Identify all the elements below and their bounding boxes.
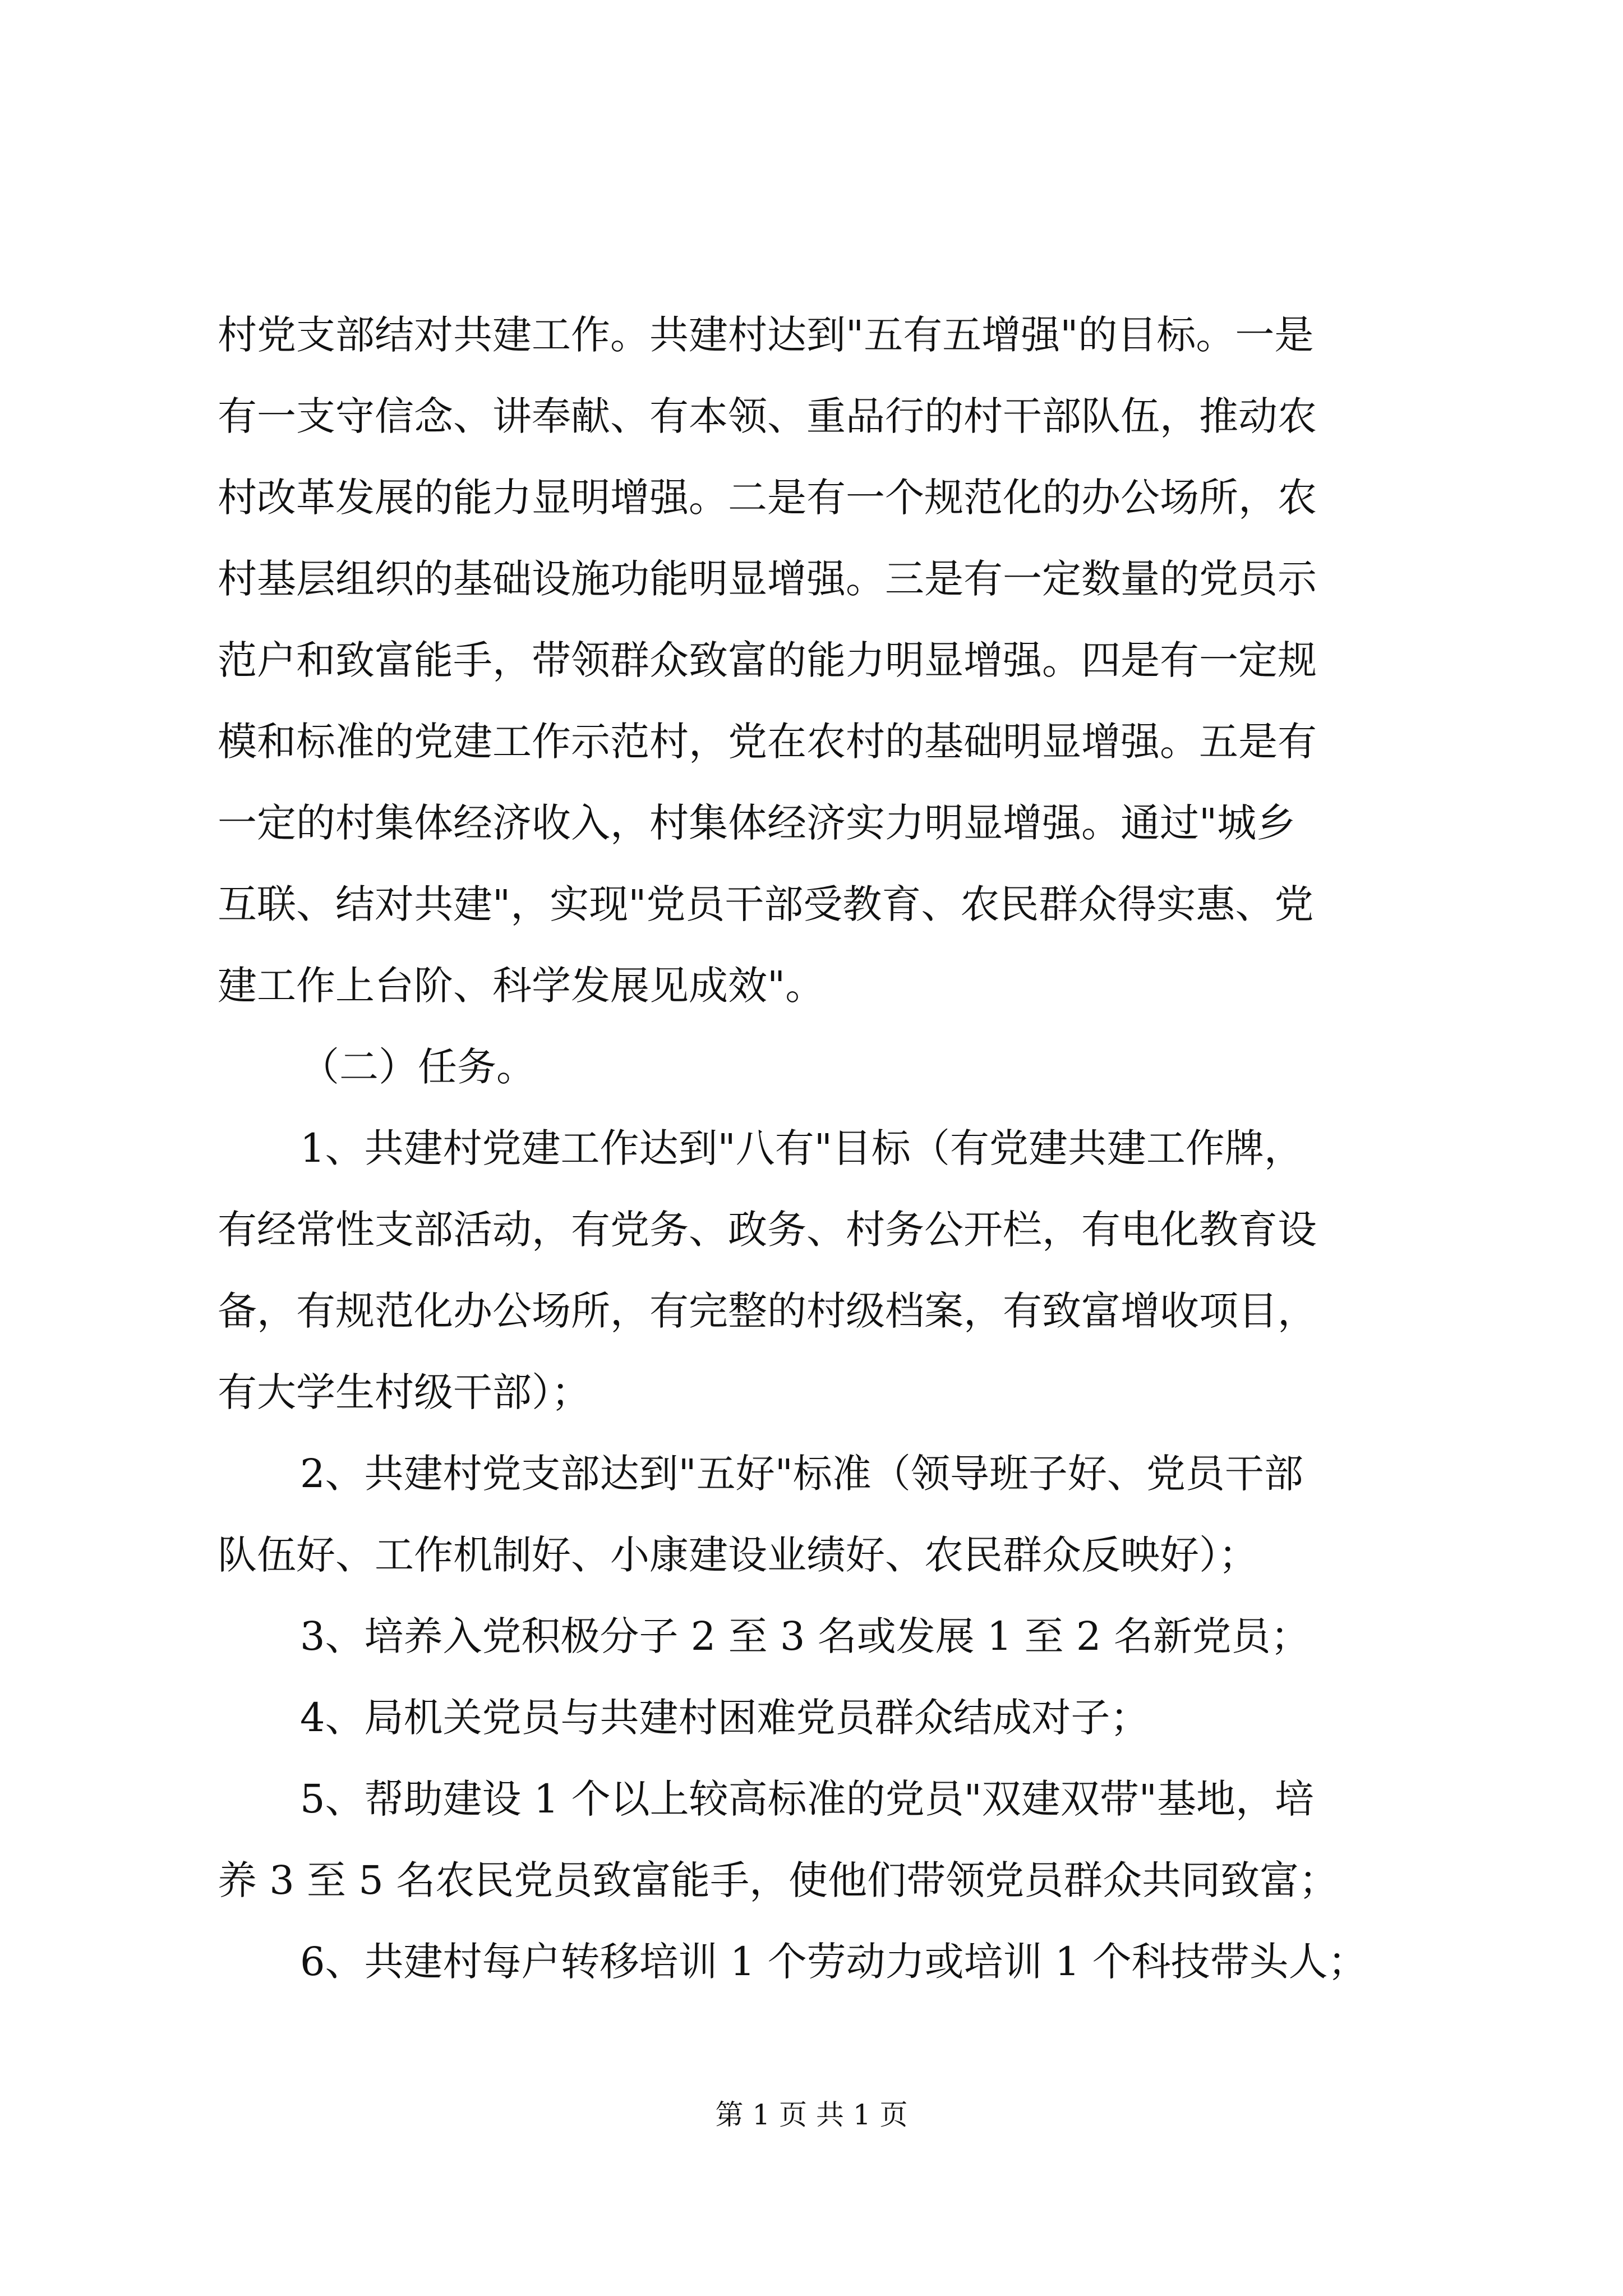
text-line: 一定的村集体经济收入，村集体经济实力明显增强。通过"城乡 [218,800,1296,846]
list-item: 2、共建村党支部达到"五好"标准（领导班子好、党员干部 [300,1451,1303,1497]
text-line: 模和标准的党建工作示范村，党在农村的基础明显增强。五是有 [218,719,1317,765]
text-line: 有大学生村级干部）； [218,1369,591,1415]
text-line: 有一支守信念、讲奉献、有本领、重品行的村干部队伍，推动农 [218,393,1317,439]
text-line: 队伍好、工作机制好、小康建设业绩好、农民群众反映好）； [218,1532,1258,1578]
text-line: 养 3 至 5 名农民党员致富能手，使他们带领党员群众共同致富； [218,1857,1339,1903]
text-line: 村党支部结对共建工作。共建村达到"五有五增强"的目标。一是 [218,312,1314,358]
document-body [218,295,1423,2003]
list-item: 1、共建村党建工作达到"八有"目标（有党建共建工作牌， [300,1125,1303,1171]
text-line: 备，有规范化办公场所，有完整的村级档案，有致富增收项目， [218,1288,1317,1334]
page-number-footer: 第 1 页 共 1 页 [715,2099,908,2131]
text-line: 村基层组织的基础设施功能明显增强。三是有一定数量的党员示 [218,556,1317,602]
text-line: 建工作上台阶、科学发展见成效"。 [218,963,825,1009]
text-line: 村改革发展的能力显明增强。二是有一个规范化的办公场所，农 [218,475,1317,521]
section-heading: （二）任务。 [300,1044,536,1090]
list-item: 3、培养入党积极分子 2 至 3 名或发展 1 至 2 名新党员； [300,1613,1310,1659]
text-line: 有经常性支部活动，有党务、政务、村务公开栏，有电化教育设 [218,1207,1317,1253]
list-item: 6、共建村每户转移培训 1 个劳动力或培训 1 个科技带头人； [300,1939,1367,1985]
list-item: 5、帮助建设 1 个以上较高标准的党员"双建双带"基地，培 [300,1776,1314,1822]
text-line: 互联、结对共建"，实现"党员干部受教育、农民群众得实惠、党 [218,881,1314,927]
list-item: 4、局机关党员与共建村困难党员群众结成对子； [300,1695,1150,1741]
text-line: 范户和致富能手，带领群众致富的能力明显增强。四是有一定规 [218,637,1317,683]
